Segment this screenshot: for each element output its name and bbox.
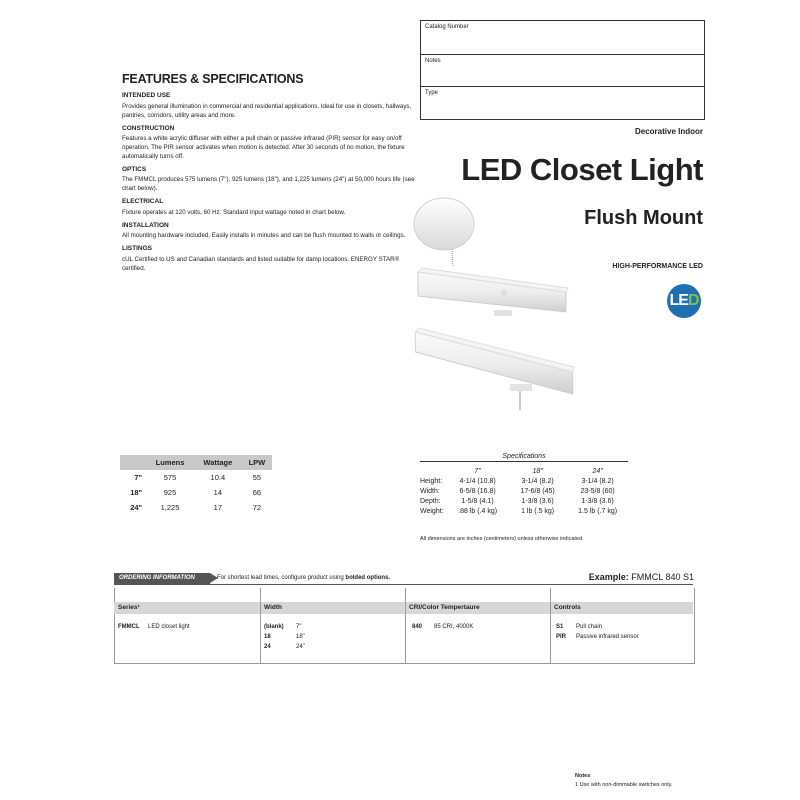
width-option[interactable] [264, 642, 305, 652]
control-options [556, 622, 639, 642]
width-code: (blank) [264, 624, 284, 630]
notes-field[interactable] [421, 55, 704, 87]
width-options [264, 622, 305, 652]
example-prefix: Example: [588, 572, 629, 582]
specifications-table [420, 467, 628, 516]
spec-header-18: 18" [532, 468, 543, 475]
col-series: Series¹ [118, 604, 140, 611]
listings-text: cUL Certified to US and Canadian standards and listed suitable for damp locations. ENERGY STAR® certified. [122, 255, 400, 272]
catalog-number-field[interactable] [421, 21, 704, 55]
features-title: FEATURES & SPECIFICATIONS [122, 72, 304, 86]
features-section [122, 70, 422, 274]
spec-cell: 1 lb (.5 kg) [521, 507, 555, 515]
cri-option[interactable] [412, 622, 473, 632]
ordering-message [217, 575, 390, 581]
led-badge-le: LE [669, 292, 688, 309]
ordering-message-bold: bolded options. [345, 575, 391, 581]
footnotes [575, 772, 672, 790]
spec-label: Height: [420, 477, 443, 485]
spec-cell: 1-3/8 (3.6) [521, 497, 554, 505]
lumens-header-blank [120, 455, 146, 470]
catalog-number-label: Catalog Number [425, 24, 469, 30]
spec-cell: 17-6/8 (45) [520, 487, 555, 495]
series-option[interactable] [118, 622, 190, 632]
spec-header-24: 24" [592, 468, 603, 475]
lumens-cell: 925 [163, 488, 177, 497]
construction-text: Features a white acrylic diffuser with either a pull chain or passive infrared (PIR) sensor for easy on/off operation. The PIR sensor activates when motion is detected. After 30 seconds of no motion, the fixture automatically turns off. [122, 134, 405, 160]
table-row [420, 496, 628, 506]
catalog-box [420, 20, 705, 120]
product-title: LED Closet Light [461, 152, 703, 187]
dimensions-note: All dimensions are inches (centimeters) unless otherwise indicated. [420, 536, 584, 542]
installation-text: All mounting hardware included. Easily installs in minutes and can be flush mounted to walls or ceilings. [122, 232, 406, 240]
table-row [120, 470, 272, 485]
control-option[interactable] [556, 622, 639, 632]
col-cri: CRI/Color Tempertaure [409, 604, 480, 611]
listings-heading: LISTINGS [122, 245, 152, 253]
tagline: HIGH-PERFORMANCE LED [612, 263, 703, 270]
control-option[interactable] [556, 632, 639, 642]
control-desc: Passive infrared sensor [576, 634, 639, 640]
notes-label: Notes [425, 58, 441, 64]
electrical-heading: ELECTRICAL [122, 198, 164, 206]
fixture-24 [415, 328, 574, 410]
width-code: 18 [264, 634, 271, 640]
spec-cell: 1-3/8 (3.6) [581, 497, 614, 505]
example-value: FMMCL 840 S1 [631, 572, 694, 582]
control-code: S1 [556, 624, 564, 630]
spec-header-row [420, 467, 628, 476]
lumens-header-lumens: Lumens [146, 455, 194, 470]
spec-cell: 1.5 lb (.7 kg) [578, 507, 618, 515]
spec-label: Weight: [420, 507, 444, 515]
type-field[interactable] [421, 87, 704, 119]
lpw-cell: 55 [252, 473, 262, 482]
ordering-tag: ORDERING INFORMATION [114, 573, 210, 584]
optics-text: The FMMCL produces 575 lumens (7"), 925 lumens (18"), and 1,225 lumens (24") at 50,000 hours life (see chart below). [122, 176, 415, 193]
lumens-cell: 575 [163, 473, 177, 482]
lumens-header-lpw: LPW [242, 455, 272, 470]
table-row [120, 500, 272, 515]
intended-use-text: Provides general illumination in commercial and residential applications. Ideal for use in closets, hallways, pantries, corridors, utility areas and more. [122, 102, 412, 119]
spec-label: Width: [420, 487, 440, 495]
fixture-18 [418, 268, 568, 316]
intended-use-heading: INTENDED USE [122, 92, 171, 100]
width-desc: 24" [296, 644, 305, 650]
spec-label: Depth: [420, 497, 441, 505]
table-row [420, 476, 628, 486]
table-row [420, 506, 628, 516]
divider [260, 588, 261, 663]
round-fixture [414, 198, 474, 267]
divider [405, 588, 406, 663]
construction-heading: CONSTRUCTION [122, 124, 175, 132]
control-code: PIR [556, 634, 567, 640]
optics-heading: OPTICS [122, 165, 147, 173]
cri-code: 840 [412, 624, 423, 630]
ordering-header-row [114, 602, 693, 614]
control-desc: Pull chain [576, 624, 603, 630]
spec-header-blank [420, 467, 448, 476]
spec-cell: 1-5/8 (4.1) [461, 497, 494, 505]
wattage-cell: 10.4 [210, 473, 226, 482]
spec-header-7: 7" [474, 468, 481, 475]
spec-cell: .88 lb (.4 kg) [458, 507, 498, 515]
width-desc: 18" [296, 634, 305, 640]
width-option[interactable] [264, 622, 305, 632]
specifications-title: Specifications [420, 453, 628, 462]
size-cell: 24" [130, 503, 143, 512]
product-subtitle: Flush Mount [584, 207, 703, 229]
lpw-cell: 72 [252, 503, 262, 512]
series-code: FMMCL [118, 624, 140, 630]
spec-cell: 6-5/8 (16.8) [459, 487, 496, 495]
lumens-cell: 1,225 [160, 503, 180, 512]
spec-cell: 3-1/4 (8.2) [581, 477, 614, 485]
width-option[interactable] [264, 632, 305, 642]
col-controls: Controls [554, 604, 581, 611]
table-row [420, 486, 628, 496]
col-width: Width [264, 604, 282, 611]
ordering-message-text: For shortest lead times, configure product using [217, 575, 346, 581]
example-label [589, 572, 694, 582]
led-logo-icon [667, 284, 701, 318]
spec-cell: 4-1/4 (10.8) [459, 477, 496, 485]
table-row [120, 485, 272, 500]
spec-cell: 23-5/8 (60) [580, 487, 615, 495]
category-label: Decorative Indoor [634, 127, 703, 136]
spec-cell: 3-1/4 (8.2) [521, 477, 554, 485]
width-code: 24 [264, 644, 271, 650]
installation-heading: INSTALLATION [122, 221, 169, 229]
width-desc: 7" [296, 624, 302, 630]
lpw-cell: 66 [252, 488, 262, 497]
divider [550, 588, 551, 663]
note-item: 1 Use with non-dimmable switches only. [575, 781, 673, 788]
series-desc: LED closet light [148, 624, 190, 630]
lumens-header-row [120, 455, 272, 470]
notes-title: Notes [575, 773, 591, 779]
size-cell: 7" [134, 473, 143, 482]
product-image [412, 192, 582, 412]
cri-desc: 85 CRI, 4000K [434, 624, 474, 630]
lumens-header-wattage: Wattage [194, 455, 242, 470]
electrical-text: Fixture operates at 120 volts, 60 Hz. Standard input wattage noted in chart below. [122, 208, 346, 216]
type-label: Type [425, 90, 439, 96]
lumens-table [120, 455, 272, 515]
wattage-cell: 17 [213, 503, 223, 512]
wattage-cell: 14 [213, 488, 223, 497]
led-badge-d: D [687, 292, 699, 309]
size-cell: 18" [130, 488, 143, 497]
